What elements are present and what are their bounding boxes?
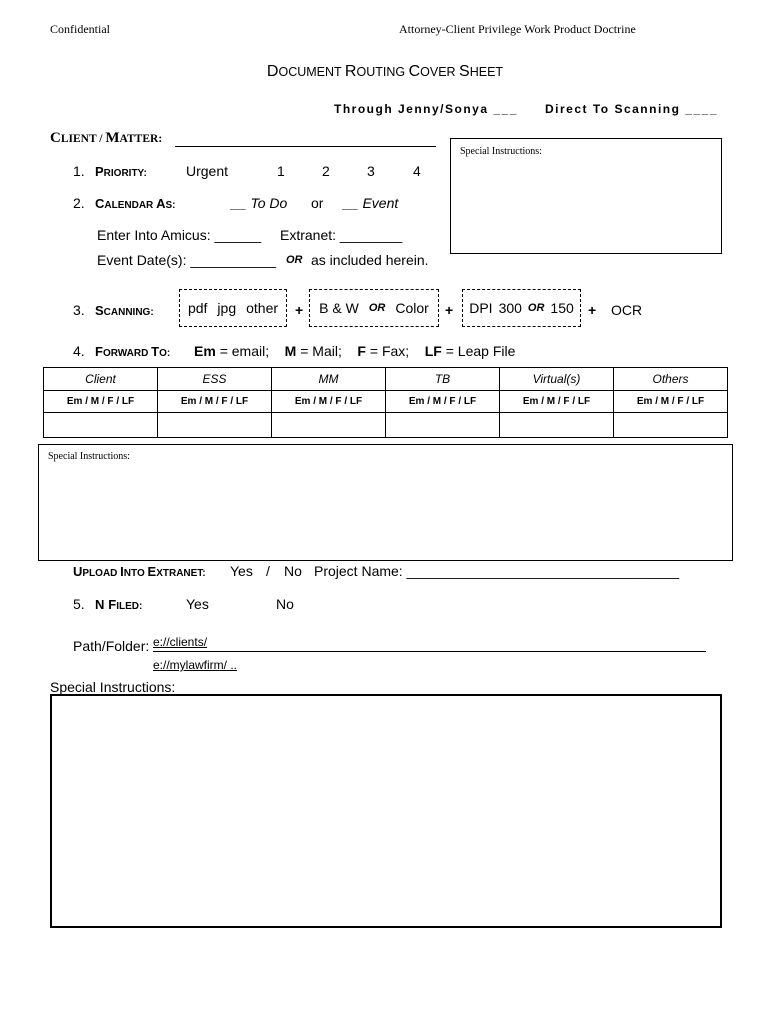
col-ess: ESS [158,368,272,391]
priority-3[interactable]: 3 [367,163,375,179]
dpi-or: OR [527,302,545,314]
table-row [44,413,728,438]
confidential-label: Confidential [50,22,110,36]
options-others[interactable]: Em / M / F / LF [614,391,728,413]
special-instructions-top-label: Special Instructions: [460,146,542,157]
scan-dpi-box [462,289,581,327]
entry-client[interactable] [44,413,158,438]
entry-others[interactable] [614,413,728,438]
upload-no[interactable]: No [284,563,302,579]
scanning-number: 3. [73,302,85,318]
scan-format-box [179,289,287,327]
calendar-label: CALENDAR AS: [95,196,176,211]
filed-yes[interactable]: Yes [186,596,209,612]
direct-to-scanning[interactable]: Direct To Scanning ____ [545,102,718,116]
project-name-field[interactable]: Project Name: ___________________________________ [314,563,680,579]
forward-legend: Em = email; M = Mail; F = Fax; LF = Leap File [194,343,516,359]
priority-2[interactable]: 2 [322,163,330,179]
entry-virtual[interactable] [500,413,614,438]
color-bw[interactable]: B & W [319,300,359,316]
col-tb: TB [386,368,500,391]
format-pdf[interactable]: pdf [187,300,208,316]
options-client[interactable]: Em / M / F / LF [44,391,158,413]
calendar-number: 2. [73,195,85,211]
scanning-label: SCANNING: [95,303,154,318]
dpi-150[interactable]: 150 [550,300,574,316]
col-mm: MM [272,368,386,391]
through-jenny-sonya[interactable]: Through Jenny/Sonya ___ [334,102,518,116]
entry-mm[interactable] [272,413,386,438]
col-virtual: Virtual(s) [500,368,614,391]
upload-yes[interactable]: Yes [230,563,253,579]
options-mm[interactable]: Em / M / F / LF [272,391,386,413]
col-others: Others [614,368,728,391]
scan-color-box [309,289,439,327]
page-title: DOCUMENT ROUTING COVER SHEET [266,63,504,80]
color-color[interactable]: Color [395,300,429,316]
forward-to-table [43,367,728,438]
event-dates-or: OR [286,254,303,266]
priority-4[interactable]: 4 [413,163,421,179]
options-tb[interactable]: Em / M / F / LF [386,391,500,413]
privilege-label: Attorney-Client Privilege Work Product Doctrine [399,22,636,36]
client-matter-label: CLIENT / MATTER: [50,130,163,146]
path-clients[interactable]: e://clients/ [153,635,208,649]
enter-into-amicus[interactable]: Enter Into Amicus: ______ [97,227,262,243]
calendar-todo[interactable]: __ To Do [231,195,288,211]
options-ess[interactable]: Em / M / F / LF [158,391,272,413]
special-instructions-top-box[interactable] [450,138,722,254]
calendar-event[interactable]: __ Event [343,195,399,211]
entry-ess[interactable] [158,413,272,438]
extranet-field[interactable]: Extranet: ________ [280,227,403,243]
special-instructions-bottom-box[interactable] [50,694,722,928]
format-jpg[interactable]: jpg [217,300,237,316]
special-instructions-bottom-label: Special Instructions: [50,679,176,695]
dpi-label: DPI [469,300,493,316]
dpi-300[interactable]: 300 [498,300,522,316]
calendar-or: or [311,195,324,211]
n-filed-label: N FILED: [95,597,143,612]
upload-slash: / [266,563,270,579]
event-dates-field[interactable]: Event Date(s): ___________ [97,252,277,268]
client-matter-line[interactable] [175,146,436,147]
plus-sign-3: + [588,302,597,318]
filed-number: 5. [73,596,85,612]
special-instructions-mid-label: Special Instructions: [48,451,130,462]
entry-tb[interactable] [386,413,500,438]
options-virtual[interactable]: Em / M / F / LF [500,391,614,413]
priority-label: PRIORITY: [95,164,147,179]
table-row [44,391,728,413]
forward-number: 4. [73,343,85,359]
table-header-row [44,368,728,391]
col-client: Client [44,368,158,391]
path-folder-label: Path/Folder: [73,638,150,654]
priority-urgent[interactable]: Urgent [186,163,229,179]
path-mylawfirm[interactable]: e://mylawfirm/ .. [153,658,238,672]
filed-no[interactable]: No [276,596,294,612]
as-included-herein: as included herein. [311,252,429,268]
priority-1[interactable]: 1 [277,163,285,179]
plus-sign-2: + [445,302,454,318]
color-or: OR [368,302,386,314]
upload-extranet-label: UPLOAD INTO EXTRANET: [73,564,206,579]
forward-label: FORWARD TO: [95,344,171,359]
special-instructions-mid-box[interactable] [38,444,733,561]
priority-number: 1. [73,163,85,179]
path-line[interactable] [153,651,706,652]
ocr-option[interactable]: OCR [611,302,643,318]
plus-sign-1: + [295,302,304,318]
format-other[interactable]: other [246,300,279,316]
